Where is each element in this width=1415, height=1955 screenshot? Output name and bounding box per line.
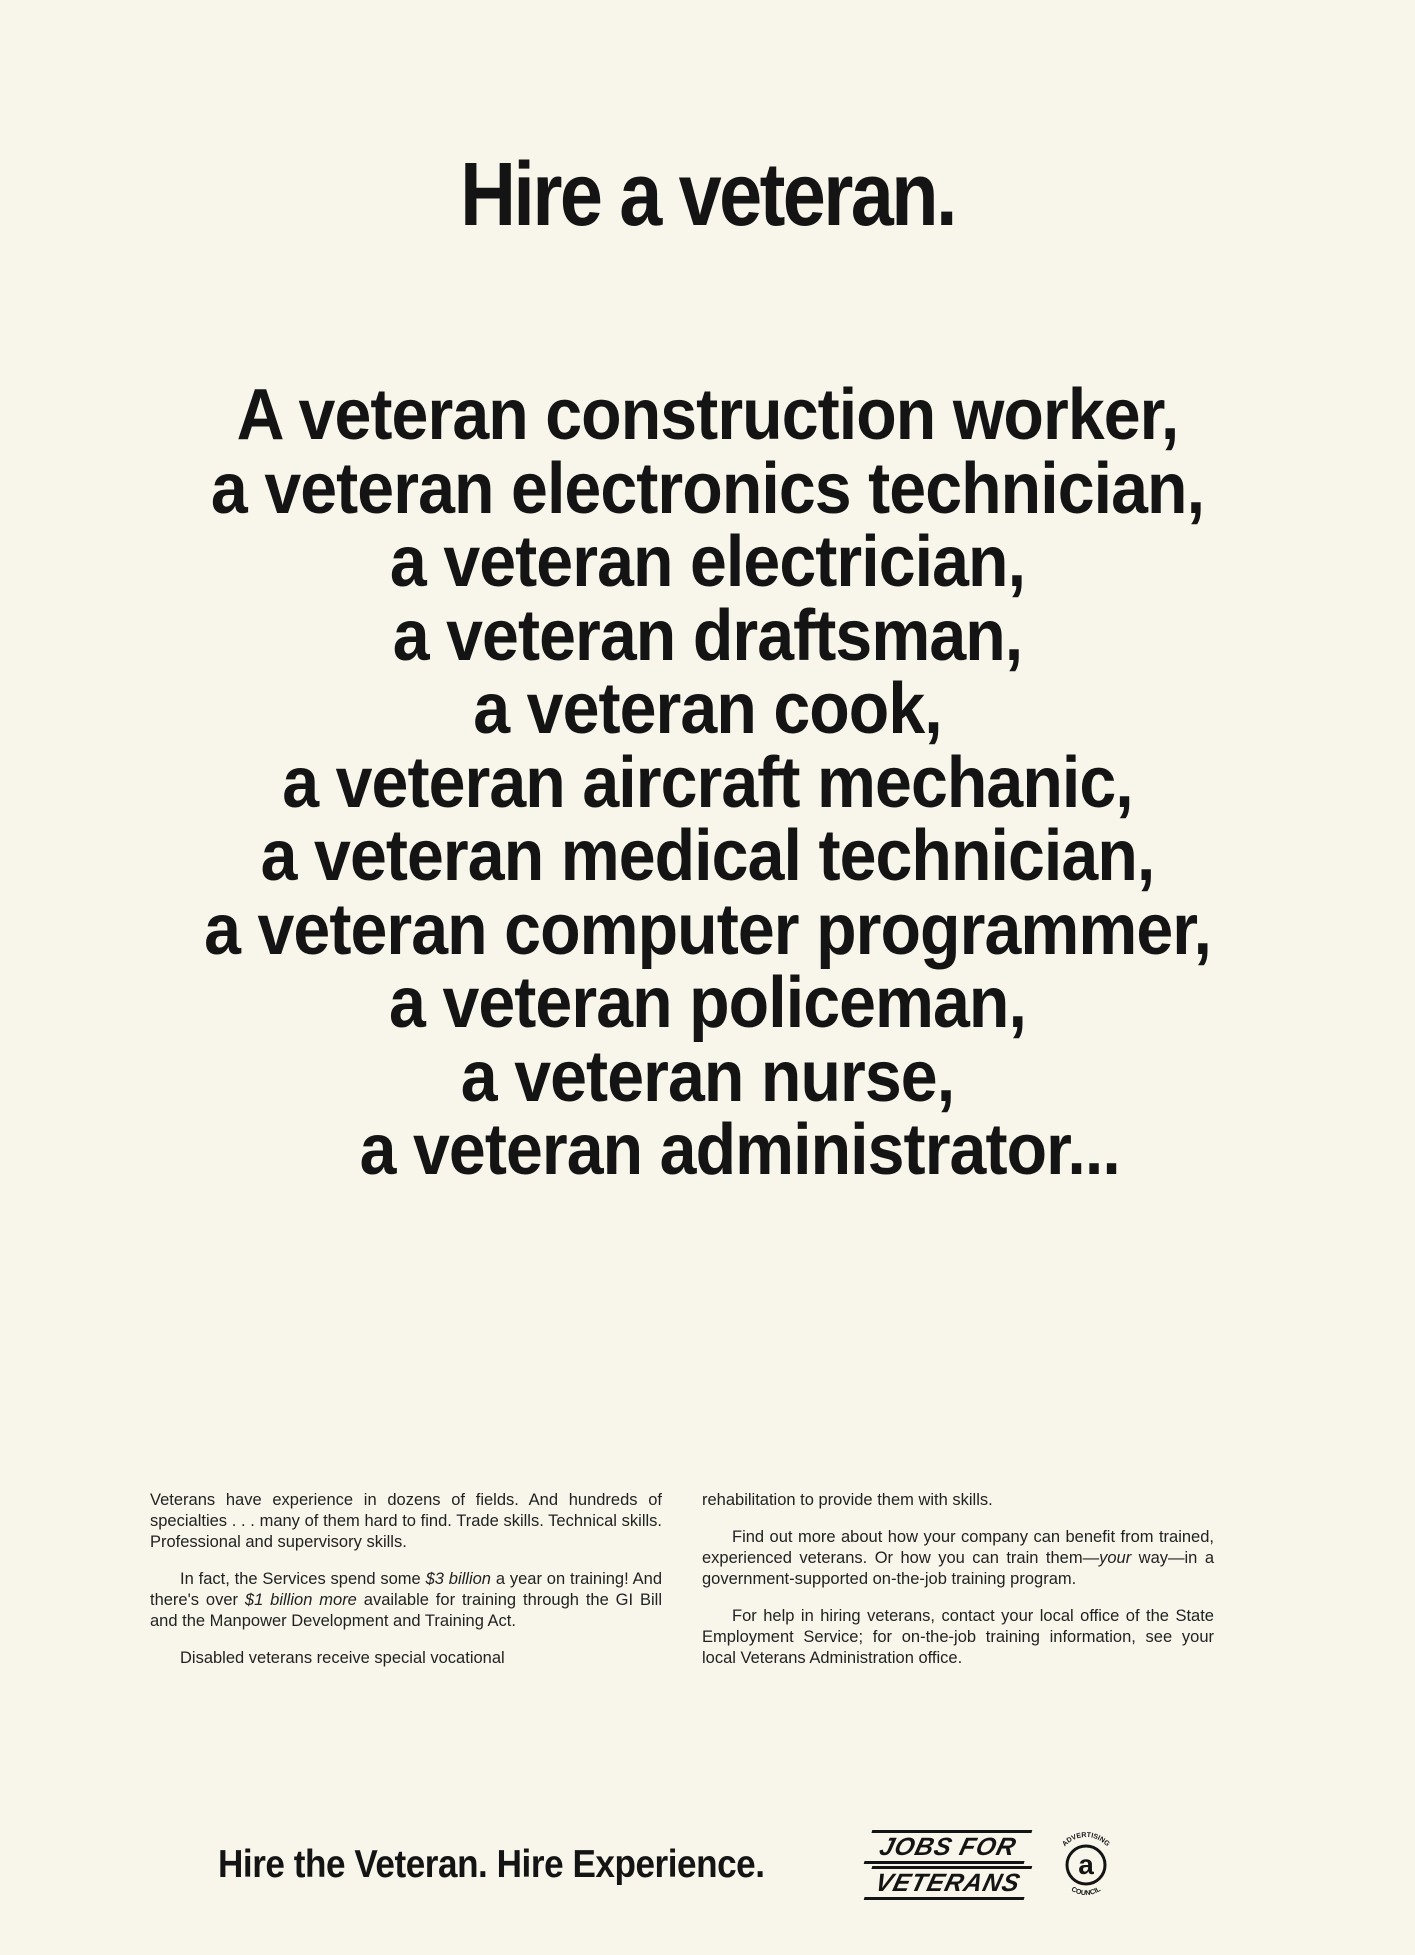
body-paragraph: For help in hiring veterans, contact your local office of the State Employment Service; for on-the-job training information, see your local Veterans Administration office. bbox=[702, 1607, 1214, 1667]
seal-ring-bottom bbox=[1070, 1886, 1103, 1897]
body-text: a year on training! And there's over bbox=[150, 1570, 662, 1609]
occupation-line: a veteran computer programmer, bbox=[204, 889, 1211, 970]
tagline: Hire the Veteran. Hire Experience. bbox=[218, 1843, 765, 1886]
advertising-council-seal-icon bbox=[1048, 1827, 1124, 1903]
seal-letter: a bbox=[1078, 1849, 1094, 1880]
body-emphasis: your bbox=[1099, 1549, 1132, 1567]
footer bbox=[218, 1820, 1178, 1910]
body-text: available for training through the GI Bill and the Manpower Development and Training Act. bbox=[150, 1591, 663, 1630]
body-paragraph bbox=[702, 1527, 1214, 1590]
body-emphasis: $1 billion more bbox=[244, 1591, 357, 1609]
occupation-line: a veteran electrician, bbox=[389, 522, 1026, 602]
occupation-line: a veteran electronics technician, bbox=[210, 448, 1205, 529]
occupation-line: a veteran aircraft mechanic, bbox=[282, 742, 1133, 823]
jobs-for-veterans-logo bbox=[868, 1826, 1028, 1904]
body-text: way—in a government-supported on-the-job training program. bbox=[702, 1549, 1214, 1588]
body-paragraph: Disabled veterans receive special vocational bbox=[180, 1649, 505, 1667]
seal-ring-top-text: ADVERTISING bbox=[1061, 1831, 1111, 1849]
occupation-line: a veteran draftsman, bbox=[392, 595, 1023, 676]
logo-line-2: VETERANS bbox=[864, 1866, 1032, 1900]
body-text: Find out more about how your company can benefit from trained, experienced veterans. Or how you can train them— bbox=[702, 1528, 1214, 1567]
seal-ring-bottom-text: COUNCIL bbox=[1069, 1885, 1103, 1898]
body-copy bbox=[150, 1490, 1215, 1685]
body-emphasis: $3 billion bbox=[425, 1570, 491, 1588]
body-paragraph bbox=[150, 1569, 662, 1632]
occupation-list bbox=[0, 375, 1415, 1190]
body-column-left bbox=[150, 1490, 662, 1685]
headline: Hire a veteran. bbox=[460, 145, 955, 245]
logo-line-1: JOBS FOR bbox=[864, 1830, 1032, 1864]
body-text: In fact, the Services spend some bbox=[180, 1570, 426, 1588]
body-paragraph: rehabilitation to provide them with skills. bbox=[702, 1491, 993, 1509]
occupation-line: a veteran administrator... bbox=[359, 1110, 1120, 1190]
body-column-right bbox=[702, 1490, 1214, 1685]
occupation-line: a veteran nurse, bbox=[460, 1036, 955, 1117]
occupation-line: a veteran cook, bbox=[473, 669, 942, 749]
body-paragraph: Veterans have experience in dozens of fields. And hundreds of specialties . . . many of them hard to find. Trade skills. Technical skills. Professional and supervisory skills. bbox=[150, 1491, 662, 1551]
occupation-line: A veteran construction worker, bbox=[236, 375, 1179, 455]
occupation-line: a veteran medical technician, bbox=[260, 816, 1155, 896]
occupation-line: a veteran policeman, bbox=[389, 963, 1026, 1043]
